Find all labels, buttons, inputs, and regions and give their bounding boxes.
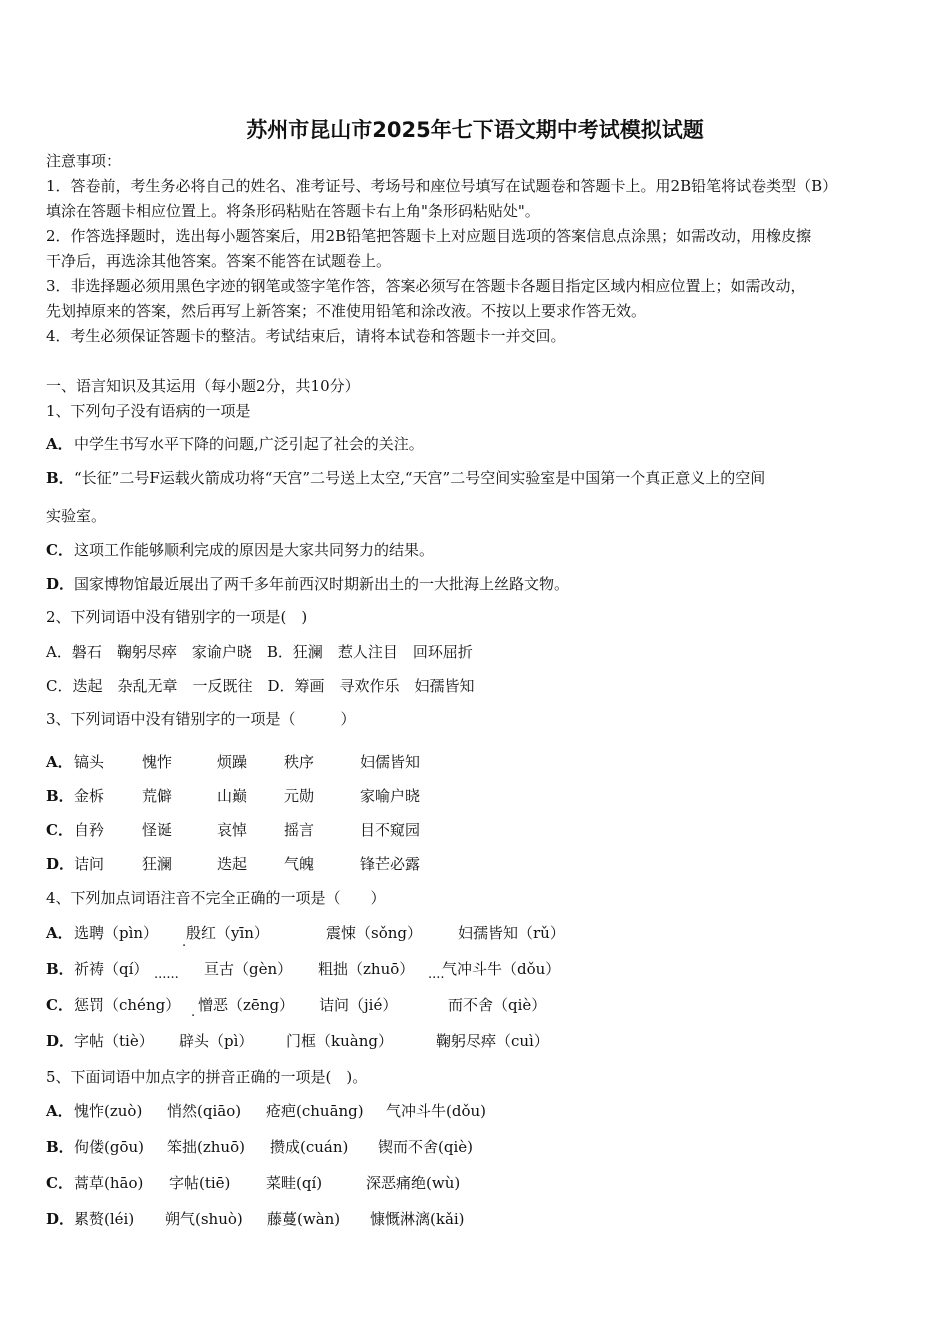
word: 而不舍（qiè） — [448, 996, 547, 1014]
word: 狂澜 — [142, 855, 173, 873]
word: 荒僻 — [142, 787, 173, 805]
word: 气冲斗牛（dǒu） — [442, 960, 561, 978]
question-stem: 1、下列句子没有语病的一项是 — [46, 402, 251, 420]
question-stem: 3、下列词语中没有错别字的一项是（ ） — [46, 710, 356, 728]
option-label: A． — [46, 753, 73, 771]
word: 门框（kuàng） — [286, 1032, 393, 1050]
word: 妇孺皆知（rǔ） — [458, 924, 565, 942]
option-label: D． — [46, 1210, 75, 1228]
word: 亘古（gèn） — [204, 960, 293, 978]
option-row: A．磐石 鞠躬尽瘁 家谕户晓 B．狂澜 惹人注目 回环屈折 — [46, 643, 473, 661]
question-stem: 5、下面词语中加点字的拼音正确的一项是( )。 — [46, 1068, 368, 1086]
word: 气冲斗牛(dǒu) — [386, 1102, 486, 1120]
word: 惩罚（chéng） — [74, 996, 181, 1014]
emphasis-dot: . — [191, 1005, 196, 1020]
word: 气魄 — [284, 855, 315, 873]
notice-heading: 注意事项： — [46, 152, 122, 170]
emphasis-dot: ...... — [154, 967, 179, 982]
option-c: C．这项工作能够顺利完成的原因是大家共同努力的结果。 — [46, 541, 435, 559]
word: 鞠躬尽瘁（cuì） — [436, 1032, 549, 1050]
word: 藤蔓(wàn) — [267, 1210, 341, 1228]
word: 蒿草(hāo) — [74, 1174, 144, 1192]
word: 辟头（pì） — [179, 1032, 254, 1050]
option-label: B． — [46, 960, 74, 978]
word: 哀悼 — [217, 821, 248, 839]
word: 目不窥园 — [360, 821, 421, 839]
option-a: A．中学生书写水平下降的问题,广泛引起了社会的关注。 — [46, 435, 424, 453]
question-stem: 2、下列词语中没有错别字的一项是( ) — [46, 608, 308, 626]
word: 字帖(tiē) — [169, 1174, 231, 1192]
option-label: B． — [46, 787, 74, 805]
word: 烦躁 — [217, 753, 248, 771]
word: 金柝 — [74, 787, 105, 805]
word: 佝偻(gōu) — [74, 1138, 144, 1156]
word: 愧怍 — [142, 753, 173, 771]
emphasis-dot: . — [182, 935, 187, 950]
word: 愧怍(zuò) — [74, 1102, 143, 1120]
word: 攒成(cuán) — [270, 1138, 349, 1156]
word: 菜畦(qí) — [266, 1174, 323, 1192]
word: 自矜 — [74, 821, 105, 839]
word: 妇儒皆知 — [360, 753, 421, 771]
notice-line: 干净后，再选涂其他答案。答案不能答在试题卷上。 — [46, 252, 392, 270]
notice-line: 先划掉原来的答案，然后再写上新答案；不准使用铅笔和涂改液。不按以上要求作答无效。 — [46, 302, 647, 320]
word: 字帖（tiè） — [74, 1032, 154, 1050]
option-label: D． — [46, 1032, 75, 1050]
word: 累赘(léi) — [74, 1210, 135, 1228]
word: 诘问（jié） — [319, 996, 398, 1014]
option-label: A． — [46, 1102, 73, 1120]
word: 家喻户晓 — [360, 787, 421, 805]
option-row: C．迭起 杂乱无章 一反既往 D．筹画 寻欢作乐 妇孺皆知 — [46, 677, 475, 695]
word: 笨拙(zhuō) — [167, 1138, 245, 1156]
option-label: D． — [46, 855, 75, 873]
notice-line: 3．非选择题必须用黑色字迹的钢笔或签字笔作答，答案必须写在答题卡各题目指定区域内相应位置上；如需改动， — [46, 277, 806, 295]
notice-line: 填涂在答题卡相应位置上。将条形码粘贴在答题卡右上角"条形码粘贴处"。 — [46, 202, 540, 220]
option-label: C． — [46, 996, 73, 1014]
word: 诘问 — [74, 855, 105, 873]
notice-line: 2．作答选择题时，选出每小题答案后，用2B铅笔把答题卡上对应题目选项的答案信息点涂黑；如需改动，用橡皮擦 — [46, 227, 812, 245]
option-d: D．国家博物馆最近展出了两千多年前西汉时期新出土的一大批海上丝路文物。 — [46, 575, 570, 593]
word: 悄然(qiāo) — [167, 1102, 242, 1120]
word: 摇言 — [284, 821, 315, 839]
option-label: B． — [46, 1138, 74, 1156]
word: 怪诞 — [142, 821, 173, 839]
word: 元勋 — [284, 787, 315, 805]
word: 憎恶（zēng） — [198, 996, 295, 1014]
option-b-continued: 实验室。 — [46, 507, 107, 525]
notice-line: 4．考生必须保证答题卡的整洁。考试结束后，请将本试卷和答题卡一并交回。 — [46, 327, 566, 345]
word: 殷红（yīn） — [186, 924, 269, 942]
word: 秩序 — [284, 753, 315, 771]
word: 迭起 — [217, 855, 248, 873]
option-label: A． — [46, 924, 73, 942]
word: 锲而不舍(qiè) — [378, 1138, 473, 1156]
word: 深恶痛绝(wù) — [366, 1174, 461, 1192]
word: 镐头 — [74, 753, 105, 771]
word: 疮疤(chuāng) — [266, 1102, 364, 1120]
word: 山巅 — [217, 787, 248, 805]
word: 祈祷（qí） — [74, 960, 149, 978]
word: 粗拙（zhuō） — [318, 960, 415, 978]
option-b: B．“长征”二号F运载火箭成功将“天宫”二号送上太空,“天宫”二号空间实验室是中国第一个真正意义上的空间 — [46, 469, 766, 487]
notice-line: 1．答卷前，考生务必将自己的姓名、准考证号、考场号和座位号填写在试题卷和答题卡上。用2B铅笔将试卷类型（B） — [46, 177, 838, 195]
word: 朔气(shuò) — [165, 1210, 243, 1228]
word: 慷慨淋漓(kǎi) — [370, 1210, 465, 1228]
section-heading: 一、语言知识及其运用（每小题2分，共10分） — [46, 377, 360, 395]
option-label: C． — [46, 821, 73, 839]
option-label: C． — [46, 1174, 73, 1192]
question-stem: 4、下列加点词语注音不完全正确的一项是（ ） — [46, 889, 386, 907]
emphasis-dot: .... — [428, 967, 445, 982]
word: 震悚（sǒng） — [326, 924, 422, 942]
word: 选聘（pìn） — [74, 924, 159, 942]
page-title: 苏州市昆山市2025年七下语文期中考试模拟试题 — [246, 118, 704, 142]
word: 锋芒必露 — [360, 855, 421, 873]
